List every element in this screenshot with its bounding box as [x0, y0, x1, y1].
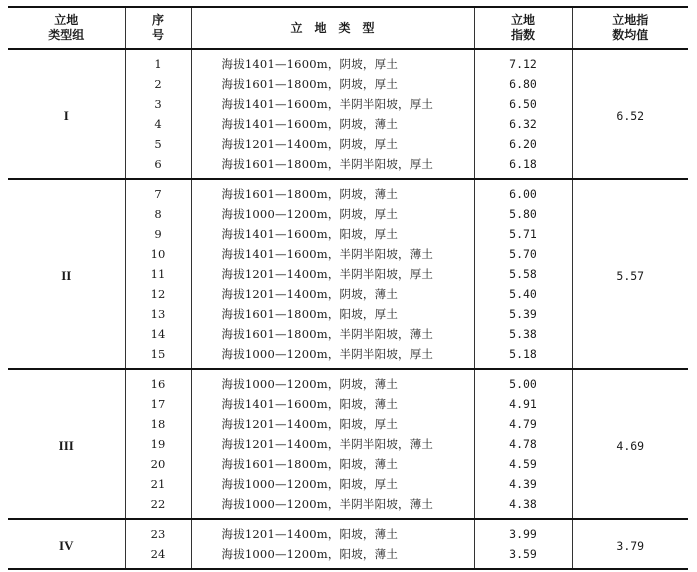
header-site-index: 立地 指数 [474, 7, 572, 49]
site-type-cell: 海拔1401—1600m，阴坡，厚土 [191, 49, 474, 74]
site-index-cell: 6.80 [474, 74, 572, 94]
serial-number-cell: 13 [125, 304, 191, 324]
site-type-cell: 海拔1601—1800m，半阴半阳坡，厚土 [191, 154, 474, 179]
site-index-cell: 6.00 [474, 179, 572, 204]
serial-number-cell: 5 [125, 134, 191, 154]
serial-number-cell: 2 [125, 74, 191, 94]
table-row [8, 179, 688, 204]
site-index-cell: 4.78 [474, 434, 572, 454]
serial-number-cell: 18 [125, 414, 191, 434]
serial-number-cell: 23 [125, 519, 191, 544]
site-index-cell: 6.50 [474, 94, 572, 114]
header-site-type-group: 立地 类型组 [8, 7, 125, 49]
site-type-cell: 海拔1000—1200m，阳坡，厚土 [191, 474, 474, 494]
site-type-cell: 海拔1201—1400m，阳坡，薄土 [191, 519, 474, 544]
group-label: II [8, 179, 125, 369]
serial-number-cell: 21 [125, 474, 191, 494]
serial-number-cell: 10 [125, 244, 191, 264]
site-index-cell: 4.38 [474, 494, 572, 519]
site-index-mean-cell: 6.52 [572, 49, 688, 179]
table-header-row [8, 7, 688, 49]
serial-number-cell: 19 [125, 434, 191, 454]
serial-number-cell: 9 [125, 224, 191, 244]
site-type-cell: 海拔1201—1400m，半阴半阳坡，厚土 [191, 264, 474, 284]
site-index-cell: 6.18 [474, 154, 572, 179]
site-type-cell: 海拔1601—1800m，阴坡，薄土 [191, 179, 474, 204]
site-index-mean-cell: 5.57 [572, 179, 688, 369]
site-type-cell: 海拔1201—1400m，阴坡，薄土 [191, 284, 474, 304]
header-site-type: 立 地 类 型 [191, 7, 474, 49]
serial-number-cell: 1 [125, 49, 191, 74]
site-type-cell: 海拔1000—1200m，阴坡，厚土 [191, 204, 474, 224]
serial-number-cell: 7 [125, 179, 191, 204]
site-type-cell: 海拔1401—1600m，阴坡，薄土 [191, 114, 474, 134]
serial-number-cell: 15 [125, 344, 191, 369]
site-type-cell: 海拔1201—1400m，半阴半阳坡，薄土 [191, 434, 474, 454]
site-index-mean-cell: 4.69 [572, 369, 688, 519]
site-type-cell: 海拔1401—1600m，阳坡，厚土 [191, 224, 474, 244]
table-row [8, 369, 688, 394]
site-index-cell: 5.38 [474, 324, 572, 344]
site-index-cell: 4.39 [474, 474, 572, 494]
site-index-cell: 5.71 [474, 224, 572, 244]
site-index-cell: 5.58 [474, 264, 572, 284]
site-index-cell: 5.70 [474, 244, 572, 264]
serial-number-cell: 16 [125, 369, 191, 394]
site-type-cell: 海拔1601—1800m，半阴半阳坡，薄土 [191, 324, 474, 344]
site-index-cell: 6.20 [474, 134, 572, 154]
serial-number-cell: 22 [125, 494, 191, 519]
site-type-cell: 海拔1000—1200m，阴坡，薄土 [191, 369, 474, 394]
site-type-cell: 海拔1401—1600m，半阴半阳坡，薄土 [191, 244, 474, 264]
group-label: IV [8, 519, 125, 569]
group-label: III [8, 369, 125, 519]
site-index-cell: 4.91 [474, 394, 572, 414]
site-type-cell: 海拔1000—1200m，阳坡，薄土 [191, 544, 474, 569]
serial-number-cell: 17 [125, 394, 191, 414]
site-index-cell: 5.40 [474, 284, 572, 304]
site-index-cell: 3.59 [474, 544, 572, 569]
site-index-cell: 4.59 [474, 454, 572, 474]
site-type-cell: 海拔1601—1800m，阳坡，薄土 [191, 454, 474, 474]
site-index-cell: 5.80 [474, 204, 572, 224]
serial-number-cell: 24 [125, 544, 191, 569]
site-index-cell: 6.32 [474, 114, 572, 134]
table-body [8, 49, 688, 569]
site-index-cell: 3.99 [474, 519, 572, 544]
site-index-mean-cell: 3.79 [572, 519, 688, 569]
site-type-cell: 海拔1401—1600m，阳坡，薄土 [191, 394, 474, 414]
site-index-cell: 5.00 [474, 369, 572, 394]
serial-number-cell: 20 [125, 454, 191, 474]
site-type-cell: 海拔1601—1800m，阴坡，厚土 [191, 74, 474, 94]
serial-number-cell: 4 [125, 114, 191, 134]
group-label: I [8, 49, 125, 179]
table-row [8, 49, 688, 74]
site-type-cell: 海拔1201—1400m，阳坡，厚土 [191, 414, 474, 434]
site-index-cell: 5.39 [474, 304, 572, 324]
serial-number-cell: 14 [125, 324, 191, 344]
site-index-cell: 4.79 [474, 414, 572, 434]
site-type-cell: 海拔1000—1200m，半阴半阳坡，厚土 [191, 344, 474, 369]
header-site-index-mean: 立地指 数均值 [572, 7, 688, 49]
serial-number-cell: 12 [125, 284, 191, 304]
table-row [8, 519, 688, 544]
serial-number-cell: 11 [125, 264, 191, 284]
site-index-cell: 5.18 [474, 344, 572, 369]
site-type-cell: 海拔1000—1200m，半阴半阳坡，薄土 [191, 494, 474, 519]
site-type-cell: 海拔1601—1800m，阳坡，厚土 [191, 304, 474, 324]
site-type-cell: 海拔1201—1400m，阴坡，厚土 [191, 134, 474, 154]
serial-number-cell: 3 [125, 94, 191, 114]
header-serial-number: 序 号 [125, 7, 191, 49]
serial-number-cell: 6 [125, 154, 191, 179]
serial-number-cell: 8 [125, 204, 191, 224]
site-index-cell: 7.12 [474, 49, 572, 74]
site-type-table [8, 6, 688, 570]
site-type-cell: 海拔1401—1600m，半阴半阳坡，厚土 [191, 94, 474, 114]
